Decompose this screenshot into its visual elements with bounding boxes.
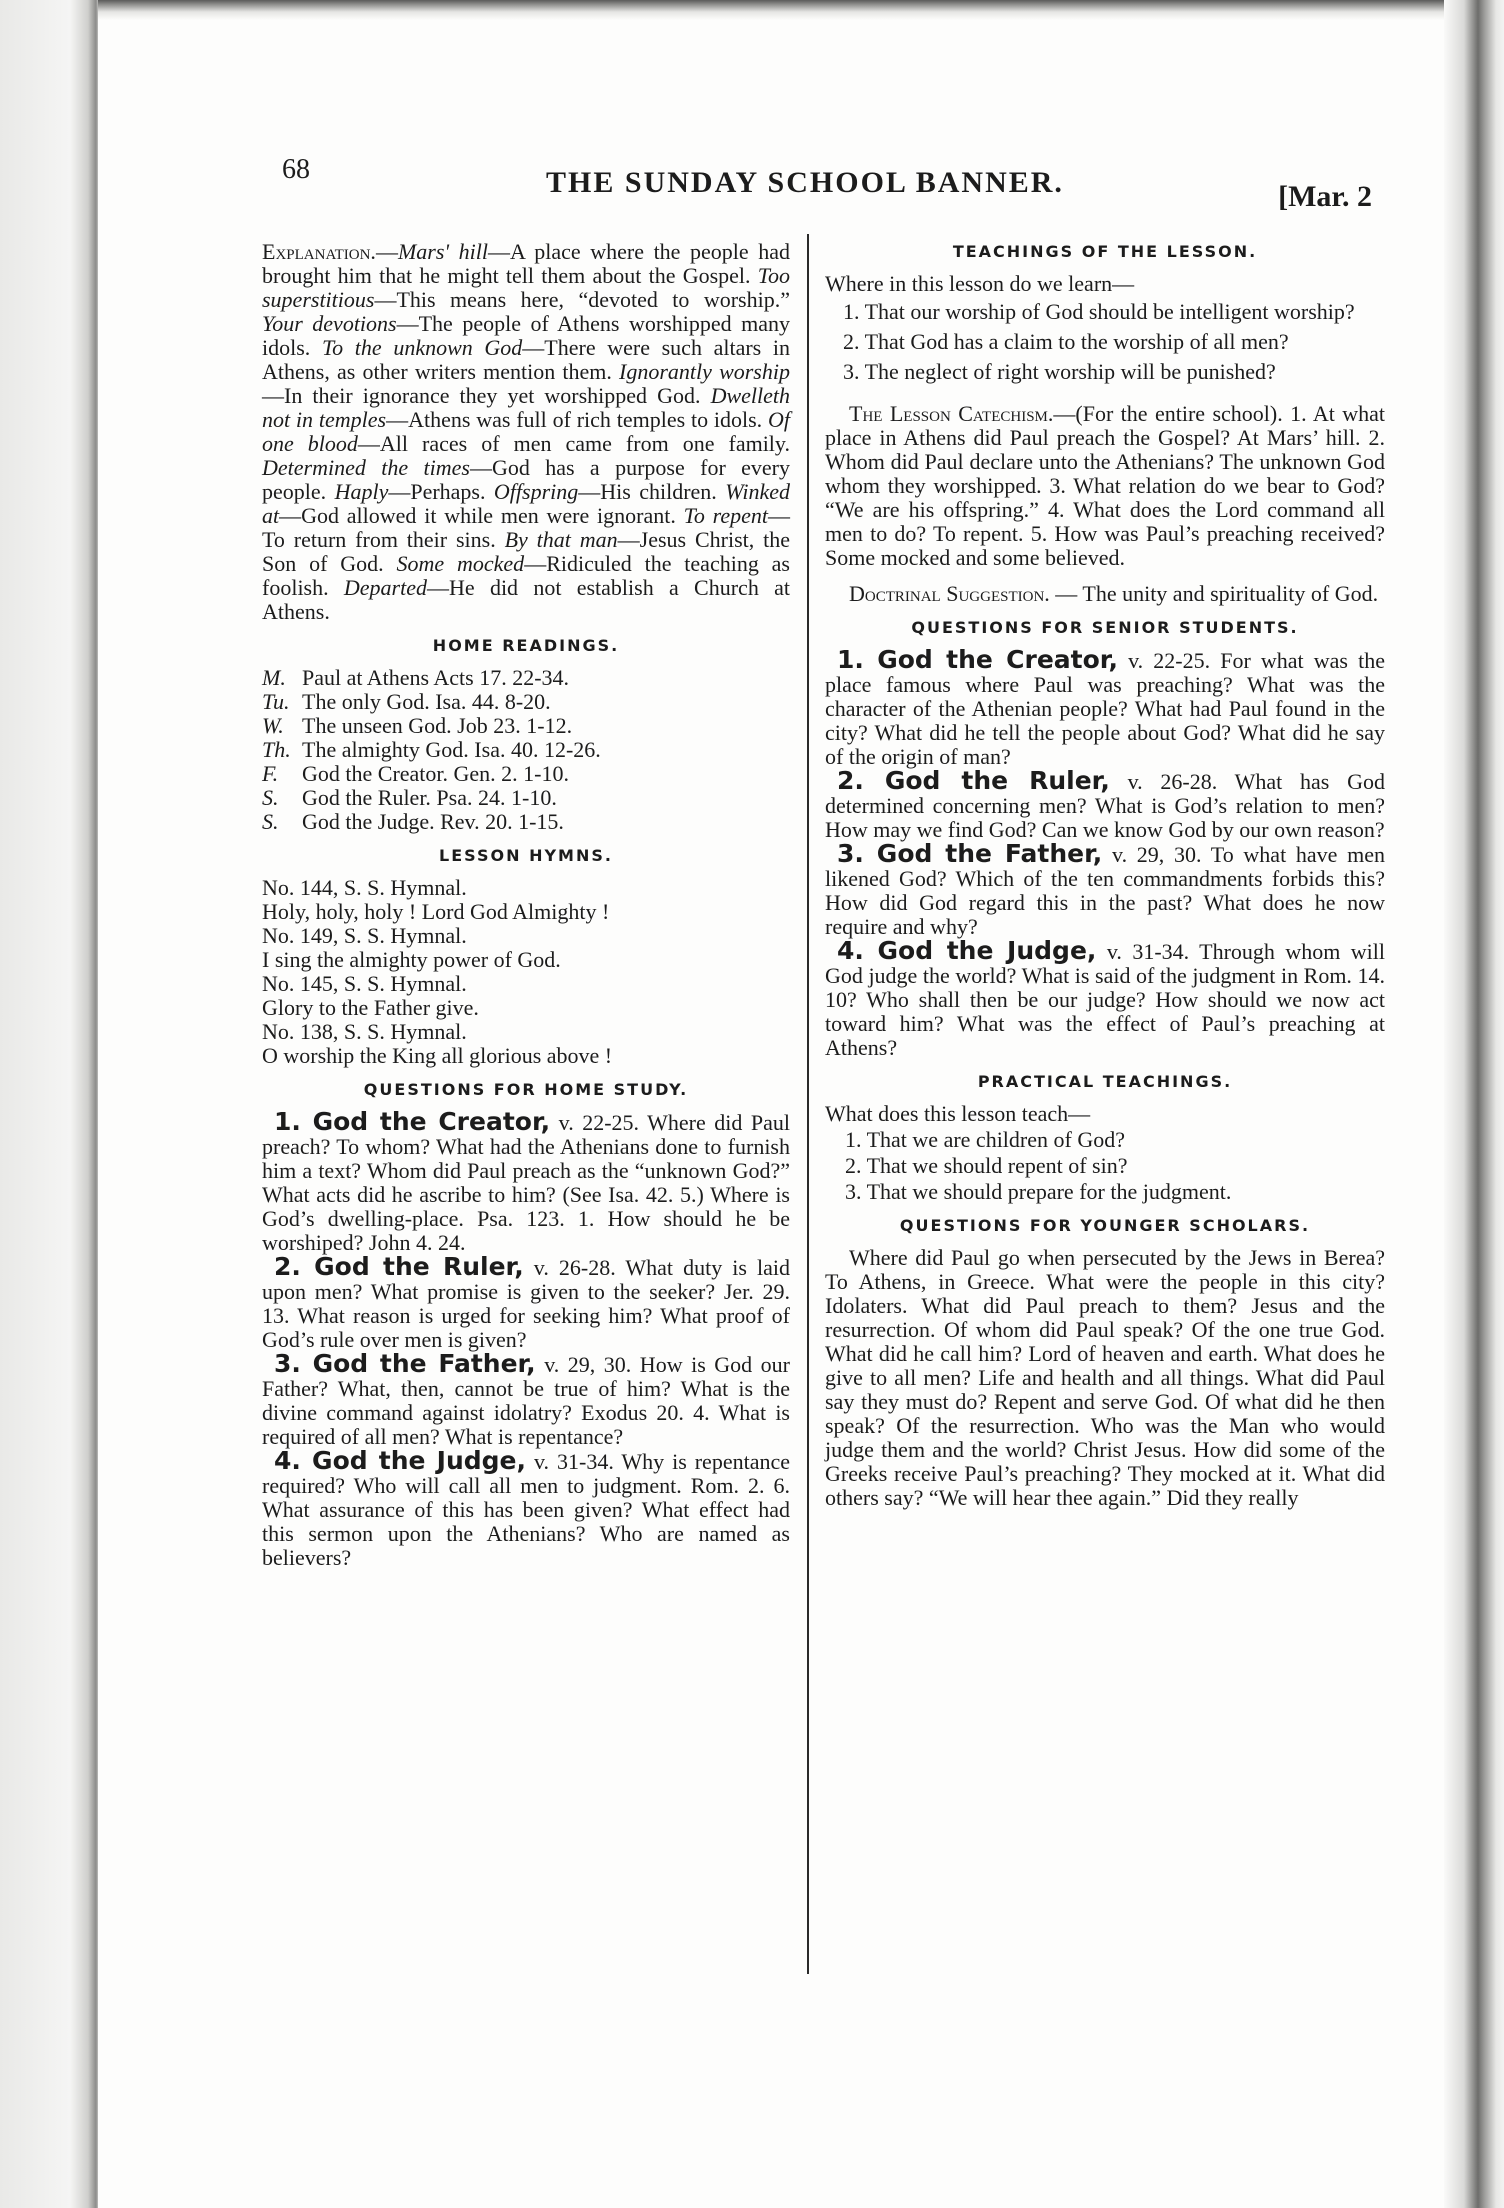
issue-date: [Mar. 2	[1278, 180, 1372, 213]
explanation-paragraph: Explanation.—Mars' hill—A place where the people had brought him that he might tell them about the Gospel. Too superstitious—This means here, “devoted to worship.” Your devotions—The people of Athens worshipped many idols. To the unknown God—There were such altars in Athens, as other writers mention them. Ignorantly worship—In their ignorance they yet worshipped God. Dwelleth not in temples—Athens was full of rich temples to idols. Of one blood—All races of men came from one family. Determined the times—God has a purpose for every people. Haply—Perhaps. Offspring—His children. Winked at—God allowed it while men were ignorant. To repent—To return from their sins. By that man—Jesus Christ, the Son of God. Some mocked—Ridiculed the teaching as foolish. Departed—He did not establish a Church at Athens.	[262, 239, 791, 624]
question-text: v. 31-34. Through whom will God judge the world? What is said of the judgment in Rom. 14. 10? Who shall then be our judge? How should we now act toward him? What was the effect of Paul’s preaching at Athens?	[825, 939, 1385, 1060]
reading-text: The unseen God. Job 23. 1-12.	[302, 713, 573, 738]
book-top-edge	[98, 0, 1444, 20]
teachings-list	[825, 300, 1385, 384]
teachings-heading: TEACHINGS OF THE LESSON.	[952, 242, 1258, 261]
question-text: v. 26-28. What duty is laid upon men? What promise is given to the seeker? Jer. 29. 13. What reason is urged for seeking him? What proof of God’s rule over men is given?	[262, 1255, 791, 1352]
hymn-reference: No. 145, S. S. Hymnal.	[262, 971, 467, 996]
book-right-edge	[1444, 0, 1504, 2208]
reading-text: God the Judge. Rev. 20. 1-15.	[302, 809, 564, 834]
hymn-first-line: I sing the almighty power of God.	[262, 947, 561, 972]
senior-heading: QUESTIONS FOR SENIOR STUDENTS.	[911, 618, 1299, 637]
teaching-item: 1. That our worship of God should be intelligent worship?	[843, 299, 1355, 324]
practical-intro: What does this lesson teach—	[825, 1101, 1091, 1126]
lesson-hymns-heading: LESSON HYMNS.	[439, 846, 613, 865]
question-text: v. 31-34. Why is repentance required? Who will call all men to judgment. Rom. 2. 6. What assurance of this has been given? What effect had this sermon upon the Athenians? Who are named as believers?	[262, 1449, 790, 1570]
reading-text: Paul at Athens Acts 17. 22-34.	[302, 665, 570, 690]
teachings-intro: Where in this lesson do we learn—	[825, 271, 1135, 296]
reading-text: God the Creator. Gen. 2. 1-10.	[302, 761, 569, 786]
reading-day: M.	[262, 665, 286, 690]
teaching-item: 3. The neglect of right worship will be punished?	[843, 359, 1276, 384]
reading-text: The almighty God. Isa. 40. 12-26.	[302, 737, 601, 762]
question-text: v. 29, 30. How is God our Father? What, then, cannot be true of him? What is the divine command against idolatry? Exodus 20. 4. What is required of all men? What is repentance?	[262, 1352, 791, 1449]
question-title: 2. God the Ruler,	[837, 766, 1110, 795]
question-group	[825, 936, 1385, 1060]
teaching-item: 2. That God has a claim to the worship of all men?	[843, 329, 1289, 354]
lesson-hymns-list	[262, 876, 790, 1068]
page-number: 68	[282, 154, 310, 185]
reading-day: S.	[262, 809, 279, 834]
reading-item	[262, 714, 790, 738]
practical-heading: PRACTICAL TEACHINGS.	[977, 1072, 1233, 1091]
question-text: v. 26-28. What has God determined concerning men? What is God’s relation to men? How may we find God? Can we know God by our own reason?	[825, 769, 1386, 842]
reading-day: W.	[262, 713, 284, 738]
reading-day: Tu.	[262, 689, 290, 714]
practical-item: 2. That we should repent of sin?	[845, 1153, 1128, 1178]
question-text: v. 22-25. For what was the place famous where Paul was preaching? What was the character of the Athenian people? What had Paul found in the city? What did he tell the people about God? What did he say of the origin of man?	[825, 648, 1385, 769]
reading-day: Th.	[262, 737, 291, 762]
hymn-reference: No. 149, S. S. Hymnal.	[262, 923, 467, 948]
question-group	[262, 1446, 790, 1570]
hymn-first-line: O worship the King all glorious above !	[262, 1043, 613, 1068]
practical-item: 3. That we should prepare for the judgment.	[845, 1179, 1232, 1204]
doctrinal-suggestion: Doctrinal Suggestion. — The unity and spirituality of God.	[849, 581, 1379, 606]
lesson-catechism: The Lesson Catechism.—(For the entire school). 1. At what place in Athens did Paul preach the Gospel? At Mars’ hill. 2. Whom did Paul declare unto the Athenians? The unknown God whom they worshipped. 3. What relation do we bear to God? “We are his offspring.” 4. What does the Lord command all men to do? To repent. 5. How was Paul’s preaching received? Some mocked and some believed.	[825, 401, 1385, 570]
question-group	[262, 1349, 791, 1449]
reading-text: God the Ruler. Psa. 24. 1-10.	[302, 785, 557, 810]
hymn-reference: No. 138, S. S. Hymnal.	[262, 1019, 467, 1044]
question-group	[262, 1107, 790, 1255]
younger-heading: QUESTIONS FOR YOUNGER SCHOLARS.	[899, 1216, 1311, 1235]
printed-page	[250, 150, 1386, 1980]
question-group	[825, 766, 1386, 842]
question-group	[825, 645, 1385, 769]
question-title: 3. God the Father,	[837, 839, 1103, 868]
reading-text: The only God. Isa. 44. 8-20.	[302, 689, 551, 714]
question-group	[262, 1252, 791, 1352]
running-head	[250, 150, 1372, 213]
question-title: 1. God the Creator,	[274, 1107, 551, 1136]
question-title: 4. God the Judge,	[274, 1446, 527, 1475]
column-rule	[807, 234, 809, 1974]
reading-item	[262, 762, 790, 786]
question-title: 2. God the Ruler,	[274, 1252, 524, 1281]
book-binding-edge	[0, 0, 98, 2208]
question-text: v. 22-25. Where did Paul preach? To whom? What had the Athenians done to furnish him a text? Whom did Paul preach as the “unknown God?” What acts did he ascribe to him? (See Isa. 42. 5.) Where is God’s dwelling-place. Psa. 123. 1. How should he be worshiped? John 4. 24.	[262, 1110, 790, 1255]
hymn-first-line: Glory to the Father give.	[262, 995, 479, 1020]
practical-list	[825, 1128, 1385, 1204]
reading-item	[262, 738, 790, 762]
younger-questions: Where did Paul go when persecuted by the Jews in Berea? To Athens, in Greece. What were the people in this city? Idolaters. What did Paul preach to them? Jesus and the resurrection. Of whom did Paul speak? Of the one true God. What did he call him? Lord of heaven and earth. What does he give to all men? Life and health and all things. What did Paul say they must do? Repent and serve God. Of what did he then speak? Of the resurrection. Who was the Man who would judge them and the world? Christ Jesus. How did some of the Greeks receive Paul’s preaching? They mocked at it. What did others say? “We will hear thee again.” Did they really	[825, 1245, 1385, 1510]
home-readings-list	[262, 666, 790, 834]
question-title: 1. God the Creator,	[837, 645, 1118, 674]
reading-day: F.	[262, 761, 279, 786]
reading-item	[262, 690, 790, 714]
reading-item	[262, 666, 790, 690]
senior-questions	[825, 645, 1386, 1060]
home-study-questions	[262, 1107, 791, 1570]
question-title: 4. God the Judge,	[837, 936, 1097, 965]
hymn-first-line: Holy, holy, holy ! Lord God Almighty !	[262, 899, 610, 924]
left-column	[262, 240, 790, 1570]
reading-day: S.	[262, 785, 279, 810]
question-group	[825, 839, 1386, 939]
home-study-heading: QUESTIONS FOR HOME STUDY.	[363, 1080, 689, 1099]
reading-item	[262, 786, 790, 810]
publication-title: THE SUNDAY SCHOOL BANNER.	[546, 166, 1064, 199]
right-column	[825, 240, 1385, 1510]
hymn-reference: No. 144, S. S. Hymnal.	[262, 875, 467, 900]
home-readings-heading: HOME READINGS.	[432, 636, 620, 655]
question-title: 3. God the Father,	[274, 1349, 536, 1378]
question-text: v. 29, 30. To what have men likened God? Which of the ten commandments forbids this? How did God regard this in the past? What does he now require and why?	[825, 842, 1386, 939]
reading-item	[262, 810, 790, 834]
practical-item: 1. That we are children of God?	[845, 1127, 1125, 1152]
